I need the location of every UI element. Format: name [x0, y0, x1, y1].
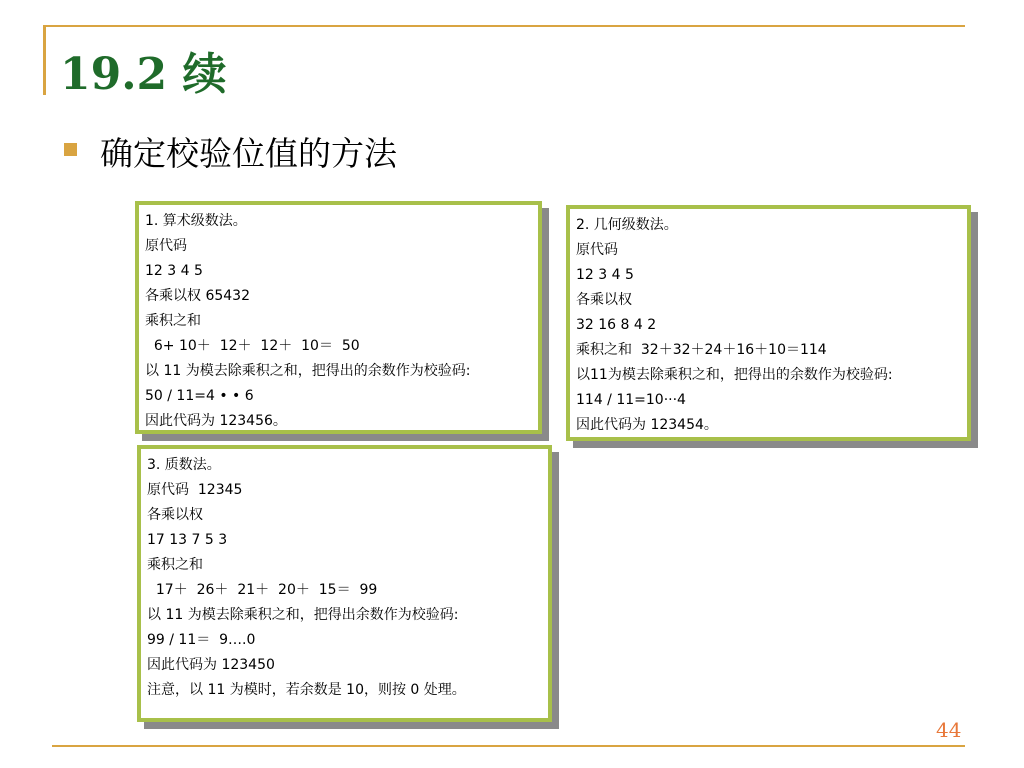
box-line: 因此代码为 123450 — [147, 657, 275, 673]
box-line: 6+ 10＋ 12＋ 12＋ 10＝ 50 — [145, 338, 360, 354]
box-line: 17 13 7 5 3 — [147, 532, 228, 548]
box-line: 因此代码为 123456。 — [145, 413, 287, 429]
box-line: 12 3 4 5 — [145, 263, 203, 279]
prime-method-box — [137, 445, 552, 722]
box-line: 17＋ 26＋ 21＋ 20＋ 15＝ 99 — [147, 582, 378, 598]
box-line: 各乘以权 — [576, 292, 632, 308]
bullet-square-icon — [64, 143, 77, 156]
box-line: 114 / 11=10···4 — [576, 392, 686, 408]
box-line: 乘积之和 32＋32＋24＋16＋10＝114 — [576, 342, 827, 358]
box-line: 乘积之和 — [145, 313, 201, 329]
box-line: 原代码 12345 — [147, 482, 243, 498]
box-line: 99 / 11＝ 9….0 — [147, 632, 256, 648]
box-line: 乘积之和 — [147, 557, 203, 573]
arithmetic-method-box — [135, 201, 542, 434]
box-line: 2. 几何级数法。 — [576, 217, 678, 233]
box-line: 12 3 4 5 — [576, 267, 634, 283]
box-line: 以11为模去除乘积之和，把得出的余数作为校验码: — [576, 367, 893, 383]
bullet-text: 确定校验位值的方法 — [100, 134, 397, 173]
box-line: 3. 质数法。 — [147, 457, 221, 473]
box-line: 1. 算术级数法。 — [145, 213, 247, 229]
box-line: 各乘以权 65432 — [145, 288, 250, 304]
box-line: 50 / 11=4 • • 6 — [145, 388, 254, 404]
top-divider — [44, 25, 965, 27]
box-line: 原代码 — [145, 238, 187, 254]
page-number: 44 — [936, 718, 962, 742]
box-line: 以 11 为模去除乘积之和，把得出余数作为校验码: — [147, 607, 459, 623]
box-line: 因此代码为 123454。 — [576, 417, 718, 433]
title-accent-bar — [43, 25, 46, 95]
geometric-method-box — [566, 205, 971, 441]
slide-title: 19.2 续 — [60, 49, 227, 100]
box-line: 原代码 — [576, 242, 618, 258]
box-line: 各乘以权 — [147, 507, 203, 523]
bottom-divider — [52, 745, 965, 747]
box-line: 32 16 8 4 2 — [576, 317, 657, 333]
box-line: 以 11 为模去除乘积之和，把得出的余数作为校验码: — [145, 363, 471, 379]
box-line: 注意，以 11 为模时，若余数是 10，则按 0 处理。 — [147, 682, 466, 698]
